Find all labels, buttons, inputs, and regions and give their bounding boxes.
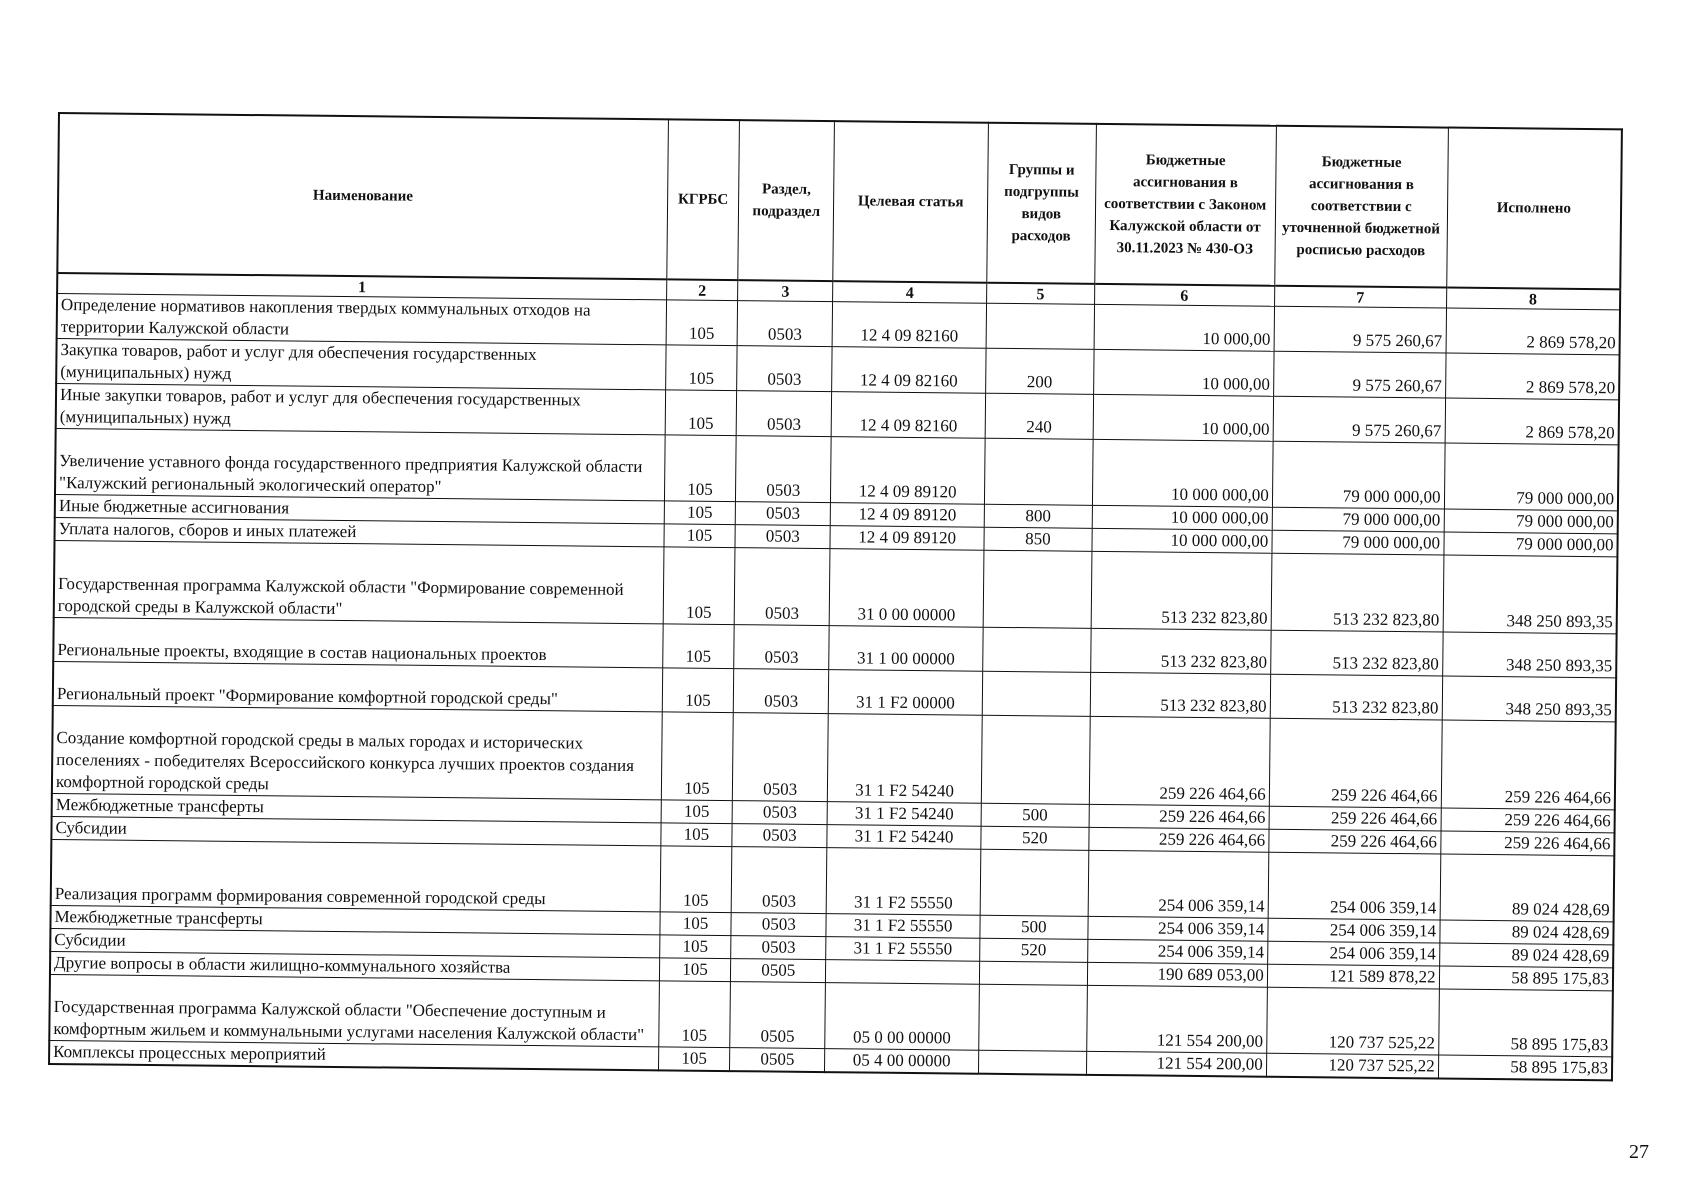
budget-table xyxy=(48,112,1623,1081)
cell-name: Комплексы процессных мероприятий xyxy=(49,1040,658,1070)
cell-budget-refined: 254 006 359,14 xyxy=(1268,918,1440,943)
cell-razdel: 0503 xyxy=(733,713,829,802)
cell-kgrbs: 105 xyxy=(662,668,734,713)
cell-budget-law: 190 689 053,00 xyxy=(1087,962,1267,987)
column-number: 2 xyxy=(666,279,738,300)
table-row xyxy=(52,705,1616,809)
cell-vid-rashodov xyxy=(979,984,1087,1051)
cell-kgrbs: 105 xyxy=(658,1047,730,1071)
cell-budget-law: 10 000,00 xyxy=(1094,304,1275,351)
header-razdel: Раздел, подраздел xyxy=(738,120,835,281)
cell-name: Иные бюджетные ассигнования xyxy=(55,494,664,523)
cell-name: Увеличение уставного фонда государственного предприятия Калужской области "Калужский региональный экологический оператор" xyxy=(55,428,665,500)
page-number: 27 xyxy=(1629,1141,1649,1163)
cell-celevaya-statya: 12 4 09 82160 xyxy=(832,347,986,394)
cell-razdel: 0503 xyxy=(734,625,829,670)
cell-celevaya-statya: 12 4 09 89120 xyxy=(830,526,984,551)
cell-executed: 2 869 578,20 xyxy=(1445,353,1619,400)
cell-razdel: 0503 xyxy=(732,824,827,848)
cell-budget-law: 259 226 464,66 xyxy=(1089,716,1270,806)
cell-celevaya-statya: 31 1 F2 55550 xyxy=(826,914,980,939)
header-gruppy-vidov: Группы и подгруппы видов расходов xyxy=(987,123,1096,284)
cell-executed: 79 000 000,00 xyxy=(1443,532,1617,557)
cell-kgrbs: 105 xyxy=(662,624,734,669)
cell-budget-law: 259 226 464,66 xyxy=(1089,804,1269,829)
header-budget-law: Бюджетные ассигнования в соответствии с Законом Калужской области от 30.11.2023 № 430-ОЗ xyxy=(1094,124,1276,286)
cell-name: Межбюджетные трансферты xyxy=(50,905,659,934)
cell-budget-refined: 254 006 359,14 xyxy=(1268,852,1440,920)
cell-vid-rashodov xyxy=(981,715,1089,804)
cell-name: Определение нормативов накопления твердых коммунальных отходов на территории Калужской области xyxy=(57,294,667,345)
cell-kgrbs: 105 xyxy=(664,435,736,502)
cell-budget-law: 254 006 359,14 xyxy=(1087,939,1267,964)
cell-kgrbs: 105 xyxy=(660,912,732,936)
cell-budget-refined: 513 232 823,80 xyxy=(1271,553,1444,632)
cell-name: Закупка товаров, работ и услуг для обеспечения государственных (муниципальных) нужд xyxy=(56,338,666,389)
cell-vid-rashodov xyxy=(979,1050,1087,1075)
cell-celevaya-statya: 05 4 00 00000 xyxy=(825,1049,979,1074)
cell-vid-rashodov xyxy=(982,671,1090,716)
column-number: 1 xyxy=(57,273,666,300)
cell-kgrbs: 105 xyxy=(664,524,736,548)
cell-name: Государственная программа Калужской области "Обеспечение доступным и комфортным жильем и коммунальными услугами населения Калужской области" xyxy=(49,974,659,1046)
header-name: Наименование xyxy=(57,113,668,279)
cell-vid-rashodov xyxy=(983,550,1091,628)
header-budget-refined: Бюджетные ассигнования в соответствии с уточненной бюджетной росписью расходов xyxy=(1275,126,1448,288)
cell-budget-law: 10 000 000,00 xyxy=(1092,528,1272,553)
cell-vid-rashodov: 800 xyxy=(984,504,1092,528)
cell-budget-refined: 9 575 260,67 xyxy=(1274,306,1446,353)
cell-executed: 89 024 428,69 xyxy=(1439,943,1613,968)
cell-celevaya-statya: 31 1 F2 54240 xyxy=(827,714,982,804)
cell-celevaya-statya: 12 4 09 82160 xyxy=(831,392,985,439)
cell-budget-refined: 259 226 464,66 xyxy=(1269,806,1441,831)
column-number: 8 xyxy=(1446,288,1620,310)
cell-kgrbs: 105 xyxy=(658,981,730,1048)
cell-vid-rashodov xyxy=(979,961,1087,985)
cell-kgrbs: 105 xyxy=(663,547,735,625)
cell-budget-refined: 259 226 464,66 xyxy=(1269,718,1442,808)
header-kgrbs: КГРБС xyxy=(666,119,739,280)
table-body xyxy=(49,294,1620,1081)
cell-budget-refined: 259 226 464,66 xyxy=(1269,829,1441,854)
cell-budget-refined: 513 232 823,80 xyxy=(1270,674,1442,720)
cell-executed: 2 869 578,20 xyxy=(1445,398,1619,445)
cell-kgrbs: 105 xyxy=(661,712,734,801)
cell-kgrbs: 105 xyxy=(659,935,731,959)
cell-budget-refined: 121 589 878,22 xyxy=(1267,964,1439,989)
cell-executed: 259 226 464,66 xyxy=(1440,831,1614,856)
cell-vid-rashodov xyxy=(980,849,1088,916)
cell-budget-refined: 9 575 260,67 xyxy=(1273,396,1445,443)
cell-budget-refined: 9 575 260,67 xyxy=(1273,351,1445,398)
cell-razdel: 0503 xyxy=(734,669,829,714)
cell-budget-refined: 254 006 359,14 xyxy=(1267,941,1439,966)
cell-name: Другие вопросы в области жилищно-коммунального хозяйства xyxy=(50,951,659,980)
cell-name: Региональные проекты, входящие в состав национальных проектов xyxy=(53,617,663,667)
cell-executed: 89 024 428,69 xyxy=(1439,920,1613,945)
cell-vid-rashodov: 500 xyxy=(980,915,1088,939)
cell-celevaya-statya: 12 4 09 82160 xyxy=(832,302,986,349)
header-celevaya-statya: Целевая статья xyxy=(833,121,989,283)
cell-celevaya-statya: 31 1 F2 55550 xyxy=(826,848,981,916)
cell-razdel: 0503 xyxy=(737,346,832,392)
cell-budget-law: 513 232 823,80 xyxy=(1091,551,1272,630)
cell-razdel: 0503 xyxy=(736,391,831,437)
cell-kgrbs: 105 xyxy=(659,958,731,982)
cell-executed: 259 226 464,66 xyxy=(1441,808,1615,833)
cell-vid-rashodov: 520 xyxy=(980,938,1088,962)
cell-vid-rashodov: 500 xyxy=(981,803,1089,827)
cell-razdel: 0505 xyxy=(731,959,826,983)
cell-name: Создание комфортной городской среды в малых городах и исторических поселениях - победителях Всероссийского конкурса лучших проектов создания комфортной городской среды xyxy=(52,705,662,799)
cell-kgrbs: 105 xyxy=(661,823,733,847)
cell-vid-rashodov xyxy=(984,438,1092,505)
header-executed: Исполнено xyxy=(1446,128,1622,290)
cell-executed: 2 869 578,20 xyxy=(1446,308,1620,355)
cell-budget-refined: 79 000 000,00 xyxy=(1272,441,1444,509)
cell-vid-rashodov xyxy=(983,627,1091,672)
cell-budget-law: 513 232 823,80 xyxy=(1090,628,1271,674)
cell-budget-refined: 120 737 525,22 xyxy=(1266,1053,1438,1078)
cell-executed: 58 895 175,83 xyxy=(1438,1055,1612,1080)
cell-budget-law: 513 232 823,80 xyxy=(1090,672,1271,718)
cell-vid-rashodov xyxy=(986,303,1094,349)
cell-kgrbs: 105 xyxy=(661,800,733,824)
cell-budget-refined: 513 232 823,80 xyxy=(1270,630,1442,676)
cell-name: Уплата налогов, сборов и иных платежей xyxy=(55,517,664,546)
cell-razdel: 0503 xyxy=(734,548,830,626)
cell-kgrbs: 105 xyxy=(666,300,738,346)
cell-budget-law: 10 000 000,00 xyxy=(1092,439,1273,507)
cell-executed: 348 250 893,35 xyxy=(1443,555,1618,634)
cell-vid-rashodov: 850 xyxy=(984,527,1092,551)
cell-razdel: 0503 xyxy=(736,436,832,503)
cell-name: Иные закупки товаров, работ и услуг для обеспечения государственных (муниципальных) нужд xyxy=(56,383,666,434)
cell-executed: 259 226 464,66 xyxy=(1441,720,1616,810)
cell-celevaya-statya: 31 1 F2 55550 xyxy=(826,937,980,962)
cell-razdel: 0505 xyxy=(730,982,826,1049)
cell-name: Государственная программа Калужской области "Формирование современной городской среды в Калужской области" xyxy=(54,540,664,623)
cell-kgrbs: 105 xyxy=(664,501,736,525)
cell-razdel: 0503 xyxy=(731,913,826,937)
cell-celevaya-statya: 31 1 F2 54240 xyxy=(827,825,981,850)
cell-vid-rashodov: 240 xyxy=(985,393,1093,439)
cell-celevaya-statya xyxy=(826,960,980,985)
cell-budget-law: 254 006 359,14 xyxy=(1088,850,1269,918)
cell-name: Субсидии xyxy=(51,816,660,845)
cell-celevaya-statya: 05 0 00 00000 xyxy=(825,983,980,1051)
cell-budget-law: 121 554 200,00 xyxy=(1086,985,1267,1053)
cell-razdel: 0503 xyxy=(731,936,826,960)
column-number: 4 xyxy=(833,281,987,303)
cell-executed: 58 895 175,83 xyxy=(1438,989,1613,1057)
cell-executed: 348 250 893,35 xyxy=(1442,632,1616,678)
cell-name: Региональный проект "Формирование комфортной городской среды" xyxy=(53,661,663,711)
cell-executed: 79 000 000,00 xyxy=(1444,509,1618,534)
column-number: 7 xyxy=(1274,286,1446,308)
cell-budget-refined: 79 000 000,00 xyxy=(1272,530,1444,555)
cell-budget-law: 121 554 200,00 xyxy=(1086,1051,1266,1076)
cell-celevaya-statya: 31 1 F2 54240 xyxy=(827,802,981,827)
cell-razdel: 0503 xyxy=(735,525,830,549)
cell-kgrbs: 105 xyxy=(665,345,737,391)
cell-razdel: 0503 xyxy=(736,502,831,526)
cell-budget-refined: 120 737 525,22 xyxy=(1266,987,1438,1055)
cell-name: Реализация программ формирования современной городской среды xyxy=(51,839,661,911)
cell-executed: 58 895 175,83 xyxy=(1439,966,1613,991)
cell-budget-law: 10 000,00 xyxy=(1093,349,1274,396)
cell-budget-law: 10 000,00 xyxy=(1093,394,1274,441)
cell-name: Межбюджетные трансферты xyxy=(52,793,661,822)
cell-executed: 79 000 000,00 xyxy=(1444,443,1619,511)
cell-celevaya-statya: 12 4 09 89120 xyxy=(830,503,984,528)
cell-celevaya-statya: 12 4 09 89120 xyxy=(831,437,986,505)
column-number: 3 xyxy=(738,280,833,301)
cell-budget-refined: 79 000 000,00 xyxy=(1272,507,1444,532)
cell-executed: 348 250 893,35 xyxy=(1442,676,1616,722)
cell-razdel: 0503 xyxy=(737,301,832,347)
cell-celevaya-statya: 31 1 F2 00000 xyxy=(828,670,982,716)
cell-budget-law: 259 226 464,66 xyxy=(1088,827,1268,852)
cell-budget-law: 10 000 000,00 xyxy=(1092,505,1272,530)
cell-name: Субсидии xyxy=(50,928,659,957)
header-row xyxy=(57,113,1622,289)
column-number: 6 xyxy=(1094,284,1274,306)
cell-budget-law: 254 006 359,14 xyxy=(1087,916,1267,941)
cell-celevaya-statya: 31 1 00 00000 xyxy=(829,626,983,672)
cell-celevaya-statya: 31 0 00 00000 xyxy=(829,549,984,628)
cell-vid-rashodov: 200 xyxy=(986,348,1094,394)
cell-kgrbs: 105 xyxy=(665,390,737,436)
cell-razdel: 0505 xyxy=(730,1048,825,1072)
cell-vid-rashodov: 520 xyxy=(981,826,1089,850)
column-number: 5 xyxy=(987,283,1095,305)
cell-executed: 89 024 428,69 xyxy=(1440,854,1615,922)
cell-razdel: 0503 xyxy=(731,847,827,914)
cell-razdel: 0503 xyxy=(732,801,827,825)
cell-kgrbs: 105 xyxy=(660,846,732,913)
budget-table-sheet xyxy=(48,112,1623,1081)
